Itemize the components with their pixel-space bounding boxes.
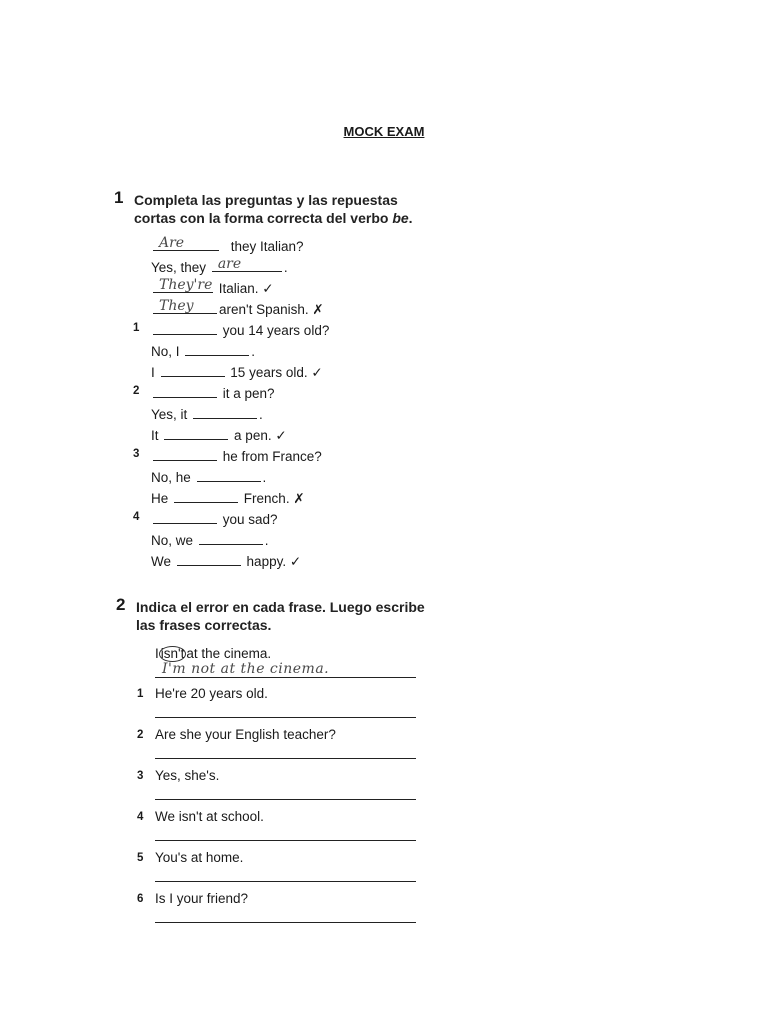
sentence-item-5: You's at home. [155,850,244,865]
writing-line[interactable] [155,717,416,718]
question-text: it a pen? [222,386,275,401]
item-number: 1 [133,322,140,334]
answer-text: French. ✗ [243,491,305,506]
answer-blank[interactable] [164,425,228,440]
example-blank[interactable] [153,236,219,251]
answer-blank[interactable] [197,467,261,482]
writing-line[interactable] [155,799,416,800]
item-1-answer-2 [151,362,323,380]
example-blank[interactable] [153,278,213,293]
answer-text: aren't Spanish. ✗ [219,302,324,317]
answer-period: . [259,407,263,422]
item-3-answer-2 [151,488,305,506]
circled-error: isn't [160,646,185,661]
item-3-question [151,446,322,464]
writing-line[interactable] [155,922,416,923]
answer-text: a pen. ✓ [234,428,287,443]
writing-line[interactable] [155,677,416,678]
sentence-item-3: Yes, she's. [155,768,220,783]
example-answer-1 [151,257,288,275]
sentence-item-2: Are she your English teacher? [155,727,336,742]
answer-blank[interactable] [153,383,217,398]
item-2-answer-1 [151,404,263,422]
example-blank[interactable] [212,257,282,272]
answer-blank[interactable] [185,341,249,356]
item-number: 4 [137,811,144,823]
answer-blank[interactable] [174,488,238,503]
instruction-verb: be [392,210,409,226]
answer-text: Yes, it [151,407,188,422]
answer-text: Yes, they [151,260,207,275]
question-text: you sad? [222,512,278,527]
item-number: 6 [137,893,144,905]
exercise-2-instruction-line2: las frases correctas. [136,617,272,633]
item-4-answer-2 [151,551,301,569]
writing-line[interactable] [155,758,416,759]
item-4-answer-1 [151,530,269,548]
answer-text: Italian. ✓ [218,281,274,296]
item-number: 4 [133,511,140,523]
answer-text: We [151,554,172,569]
item-number: 2 [137,729,144,741]
question-text: they Italian? [230,239,304,254]
exercise-1-instruction [134,191,413,227]
item-2-answer-2 [151,425,287,443]
item-2-question [151,383,275,401]
writing-line[interactable] [155,840,416,841]
item-number: 3 [137,770,144,782]
answer-blank[interactable] [177,551,241,566]
example-blank[interactable] [153,299,217,314]
exercise-2-instruction [136,598,425,634]
sentence-item-6: Is I your friend? [155,891,249,906]
handwritten-correction: I'm not at the cinema. [162,661,330,677]
answer-text: 15 years old. ✓ [230,365,323,380]
page-title: MOCK EXAM [343,124,425,139]
sentence-item-1: He're 20 years old. [155,686,268,701]
answer-blank[interactable] [199,530,263,545]
example-answer-2 [151,278,274,296]
answer-text: He [151,491,169,506]
answer-text: No, I [151,344,180,359]
answer-blank[interactable] [153,509,217,524]
answer-text: I [151,365,155,380]
handwritten-answer: are [217,256,242,272]
handwritten-answer: They're [159,277,213,293]
writing-line[interactable] [155,881,416,882]
exercise-2-instruction-line1: Indica el error en cada frase. Luego escribe [136,599,425,615]
answer-period: . [251,344,256,359]
instruction-text: cortas con la forma correcta del verbo [134,210,393,226]
item-number: 3 [133,448,140,460]
sentence-text: I [155,646,159,661]
answer-text: No, we [151,533,194,548]
item-number: 2 [133,385,140,397]
handwritten-answer: Are [159,235,185,251]
item-number: 1 [137,688,144,700]
answer-text: happy. ✓ [246,554,302,569]
question-text: you 14 years old? [222,323,330,338]
item-4-question [151,509,278,527]
exercise-1-number: 1 [114,188,124,207]
exercise-2-number: 2 [116,595,126,614]
exercise-1-instruction-line1: Completa las preguntas y las repuestas [134,192,398,208]
example-answer-3 [151,299,324,317]
item-1-answer-1 [151,341,255,359]
answer-period: . [264,533,269,548]
answer-blank[interactable] [153,446,217,461]
answer-blank[interactable] [161,362,225,377]
sentence-item-4: We isn't at school. [155,809,264,824]
question-text: he from France? [222,449,322,464]
example-question [151,236,304,254]
answer-text: It [151,428,159,443]
answer-blank[interactable] [153,320,217,335]
answer-period: . [283,260,288,275]
item-3-answer-1 [151,467,266,485]
item-1-question [151,320,329,338]
sentence-text: at the cinema. [186,646,272,661]
answer-text: No, he [151,470,191,485]
exercise-1-instruction-line2 [134,209,413,227]
item-number: 5 [137,852,144,864]
instruction-period: . [408,210,413,226]
answer-period: . [262,470,267,485]
answer-blank[interactable] [193,404,257,419]
handwritten-answer: They [159,298,194,314]
